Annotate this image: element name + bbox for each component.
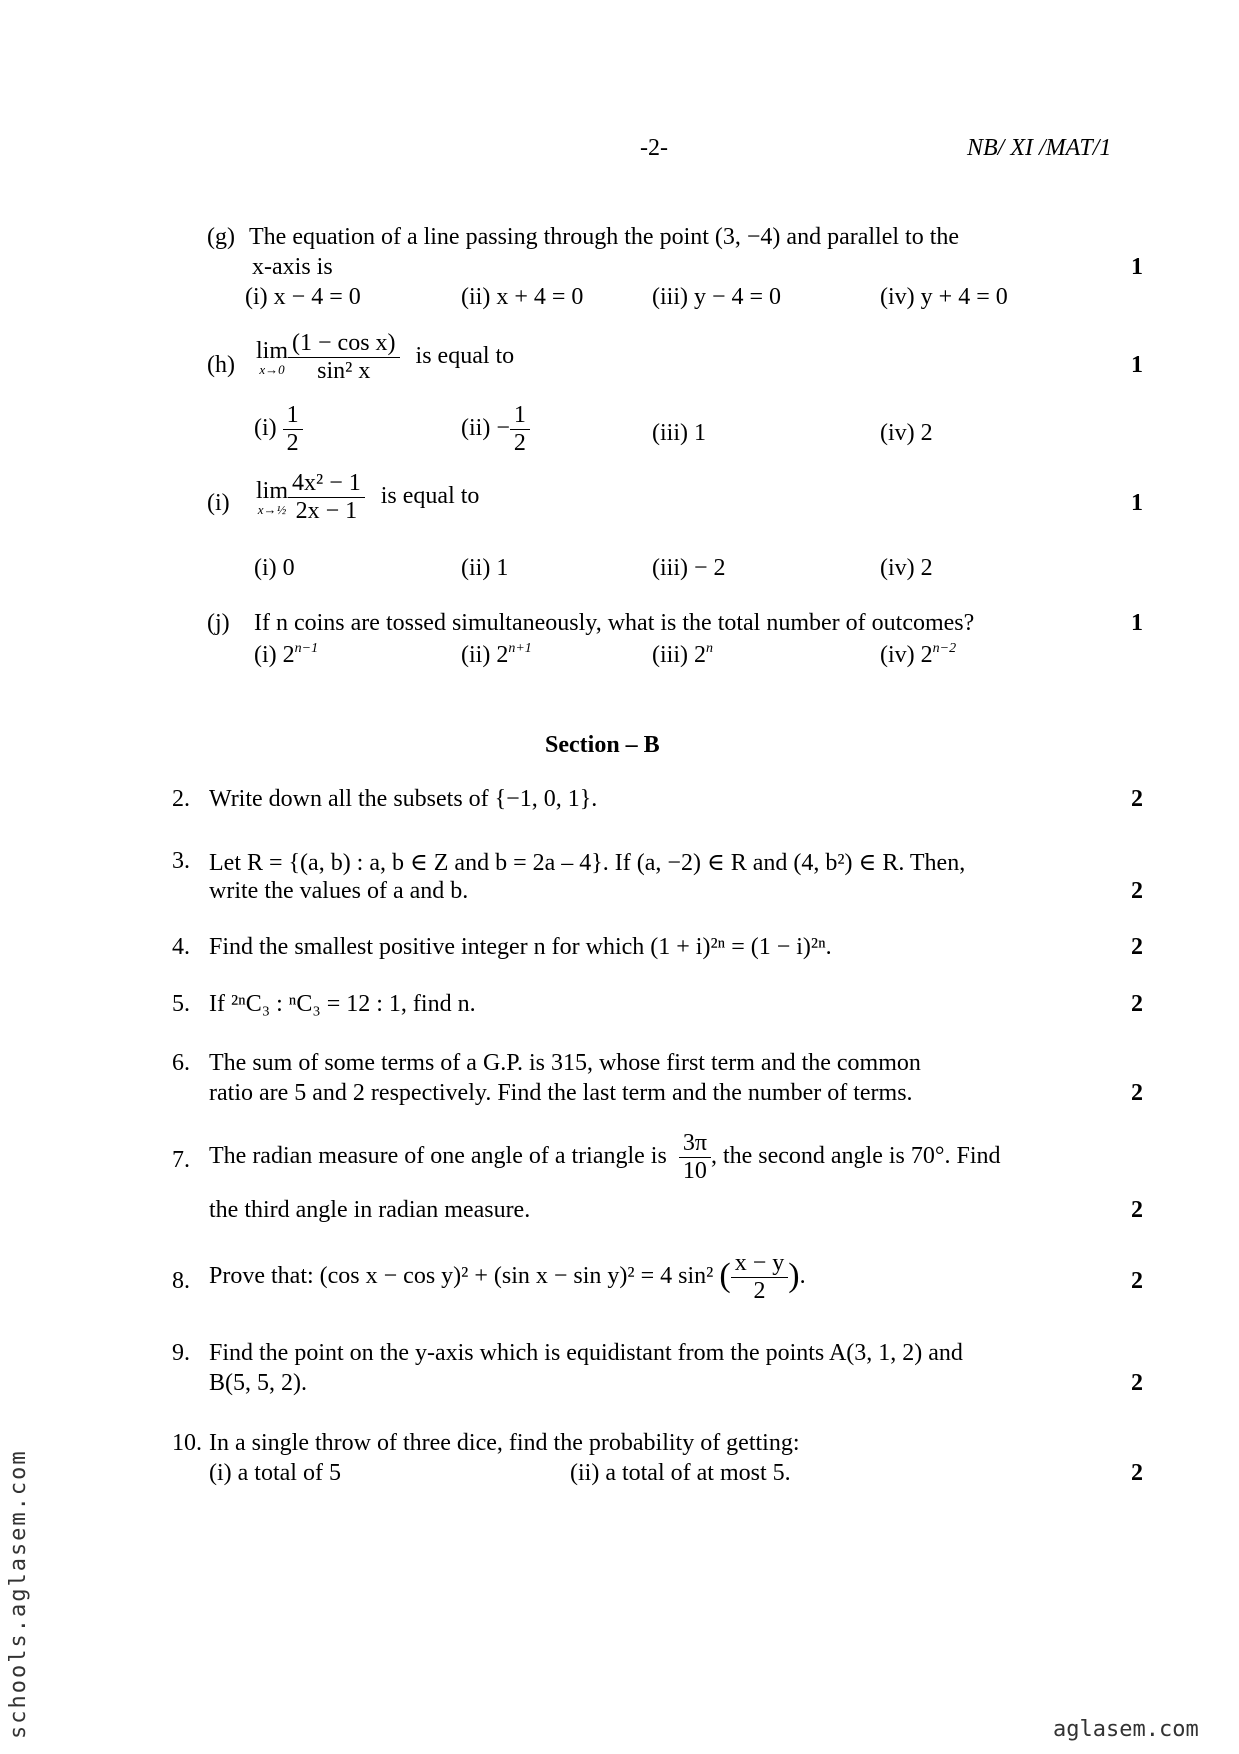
- q1h-expression: [256, 330, 514, 385]
- q3-marks: 2: [1131, 878, 1143, 904]
- q7-post: , the second angle is 70°. Find: [710, 1143, 1001, 1170]
- q1i-limit: [256, 479, 288, 516]
- q1i-expression: [256, 470, 479, 525]
- q8-marks: 2: [1131, 1268, 1143, 1294]
- q6-marks: 2: [1131, 1080, 1143, 1106]
- option-label: (i): [254, 415, 277, 442]
- q1j-option-i: [254, 642, 318, 669]
- q1g-option-i: (i) x − 4 = 0: [245, 284, 361, 310]
- q4-number: 4.: [172, 934, 190, 960]
- fraction-denominator: 10: [682, 1158, 707, 1184]
- q1h-option-iv: (iv) 2: [880, 420, 933, 446]
- q7-pre: The radian measure of one angle of a triangle is: [209, 1143, 667, 1170]
- option-exponent: n: [706, 641, 713, 656]
- q1j-marks: 1: [1131, 610, 1143, 636]
- q1h-limit: [256, 339, 288, 376]
- q2-marks: 2: [1131, 786, 1143, 812]
- limit-text: lim: [256, 478, 289, 504]
- q1i-tail: is equal to: [380, 483, 480, 510]
- q10-marks: 2: [1131, 1460, 1143, 1486]
- q1j-stem: If n coins are tossed simultaneously, what is the total number of outcomes?: [254, 610, 975, 636]
- q1g-stem-line2: x-axis is: [252, 254, 333, 280]
- q9-line1: Find the point on the y-axis which is equidistant from the points A(3, 1, 2) and: [209, 1340, 963, 1366]
- fraction-denominator: 2: [286, 430, 299, 456]
- fraction-numerator: (1 − cos x): [288, 330, 400, 358]
- q6-line2: ratio are 5 and 2 respectively. Find the last term and the number of terms.: [209, 1080, 913, 1106]
- q9-number: 9.: [172, 1340, 190, 1366]
- option-exponent: n−1: [294, 641, 319, 656]
- q3-line2: write the values of a and b.: [209, 878, 469, 904]
- q1h-marks: 1: [1131, 352, 1143, 378]
- q7-fraction: [679, 1130, 711, 1185]
- option-label: (iv) 2: [880, 642, 933, 668]
- q8-fraction: [731, 1250, 789, 1305]
- option-exponent: n+1: [508, 641, 532, 656]
- q1g-marks: 1: [1131, 254, 1143, 280]
- side-watermark: schools.aglasem.com: [6, 1449, 31, 1739]
- q8-line: [209, 1250, 806, 1305]
- q1j-option-ii: [461, 642, 532, 669]
- section-b-title: Section – B: [545, 732, 660, 758]
- q1h-fraction: [288, 330, 400, 385]
- fraction-denominator: sin² x: [317, 358, 371, 384]
- q2-text: Write down all the subsets of {−1, 0, 1}.: [209, 786, 598, 812]
- q7-number: 7.: [172, 1147, 190, 1173]
- limit-sub: x→½: [257, 502, 287, 517]
- q10-option-i: (i) a total of 5: [209, 1460, 341, 1486]
- option-label: (i) 2: [254, 642, 295, 668]
- q1i-fraction: [288, 470, 365, 525]
- q10-option-ii: (ii) a total of at most 5.: [570, 1460, 791, 1486]
- fraction-numerator: 1: [283, 402, 303, 430]
- q7-line2: the third angle in radian measure.: [209, 1197, 531, 1223]
- q1j-option-iv: [880, 642, 956, 669]
- q4-marks: 2: [1131, 934, 1143, 960]
- q1g-option-iv: (iv) y + 4 = 0: [880, 284, 1008, 310]
- q1i-option-iii: (iii) − 2: [652, 555, 726, 581]
- q1g-option-iii: (iii) y − 4 = 0: [652, 284, 782, 310]
- limit-text: lim: [256, 338, 289, 364]
- q1h-option-iii: (iii) 1: [652, 420, 706, 446]
- q1h-tail: is equal to: [415, 343, 515, 370]
- q5-text: If ²ⁿC₃ : ⁿC₃ = 12 : 1, find n.: [209, 991, 476, 1017]
- q1h-option-i: [254, 402, 303, 457]
- q8-number: 8.: [172, 1268, 190, 1294]
- fraction-denominator: 2: [513, 430, 526, 456]
- q1i-label: (i): [207, 490, 230, 516]
- q3-number: 3.: [172, 848, 190, 874]
- q1i-option-i: (i) 0: [254, 555, 295, 581]
- paper-code: NB/ XI /MAT/1: [967, 135, 1112, 161]
- q1i-option-iv: (iv) 2: [880, 555, 933, 581]
- q1j-label: (j): [207, 610, 230, 636]
- q4-text: Find the smallest positive integer n for which (1 + i)²ⁿ = (1 − i)²ⁿ.: [209, 934, 832, 960]
- q9-line2: B(5, 5, 2).: [209, 1370, 307, 1396]
- footer-watermark: aglasem.com: [1053, 1717, 1199, 1742]
- fraction-numerator: 1: [510, 402, 530, 430]
- half-fraction: [510, 402, 530, 457]
- q1g-stem-line1: The equation of a line passing through the point (3, −4) and parallel to the: [249, 224, 960, 250]
- q1g-label: (g): [207, 224, 235, 250]
- q8-post: .: [799, 1263, 806, 1290]
- q8-pre: Prove that: (cos x − cos y)² + (sin x − sin y)² = 4 sin²: [209, 1263, 714, 1290]
- q10-line1: In a single throw of three dice, find the probability of getting:: [209, 1430, 800, 1456]
- q1h-label: (h): [207, 352, 235, 378]
- fraction-numerator: 4x² − 1: [288, 470, 365, 498]
- q9-marks: 2: [1131, 1370, 1143, 1396]
- q1g-option-ii: (ii) x + 4 = 0: [461, 284, 584, 310]
- fraction-numerator: 3π: [679, 1130, 711, 1158]
- q1i-marks: 1: [1131, 490, 1143, 516]
- limit-sub: x→0: [259, 362, 285, 377]
- q5-marks: 2: [1131, 991, 1143, 1017]
- option-label: (iii) 2: [652, 642, 706, 668]
- q1i-option-ii: (ii) 1: [461, 555, 509, 581]
- fraction-numerator: x − y: [731, 1250, 789, 1278]
- q2-number: 2.: [172, 786, 190, 812]
- q1h-option-ii: [461, 402, 530, 457]
- open-paren: (: [719, 1257, 731, 1295]
- q7-line1: [209, 1130, 1001, 1185]
- q6-number: 6.: [172, 1050, 190, 1076]
- close-paren: ): [788, 1257, 800, 1295]
- fraction-denominator: 2: [753, 1278, 766, 1304]
- q1j-option-iii: [652, 642, 713, 669]
- q3-line1: Let R = {(a, b) : a, b ∈ Z and b = 2a – 4}. If (a, −2) ∈ R and (4, b²) ∈ R. Then,: [209, 850, 966, 876]
- page-number: -2-: [640, 135, 668, 161]
- q5-number: 5.: [172, 991, 190, 1017]
- option-exponent: n−2: [932, 641, 957, 656]
- q7-marks: 2: [1131, 1197, 1143, 1223]
- half-fraction: [283, 402, 303, 457]
- option-label: (ii) 2: [461, 642, 509, 668]
- q10-number: 10.: [172, 1430, 202, 1456]
- q6-line1: The sum of some terms of a G.P. is 315, whose first term and the common: [209, 1050, 921, 1076]
- option-label: (ii) −: [461, 415, 510, 442]
- fraction-denominator: 2x − 1: [295, 498, 358, 524]
